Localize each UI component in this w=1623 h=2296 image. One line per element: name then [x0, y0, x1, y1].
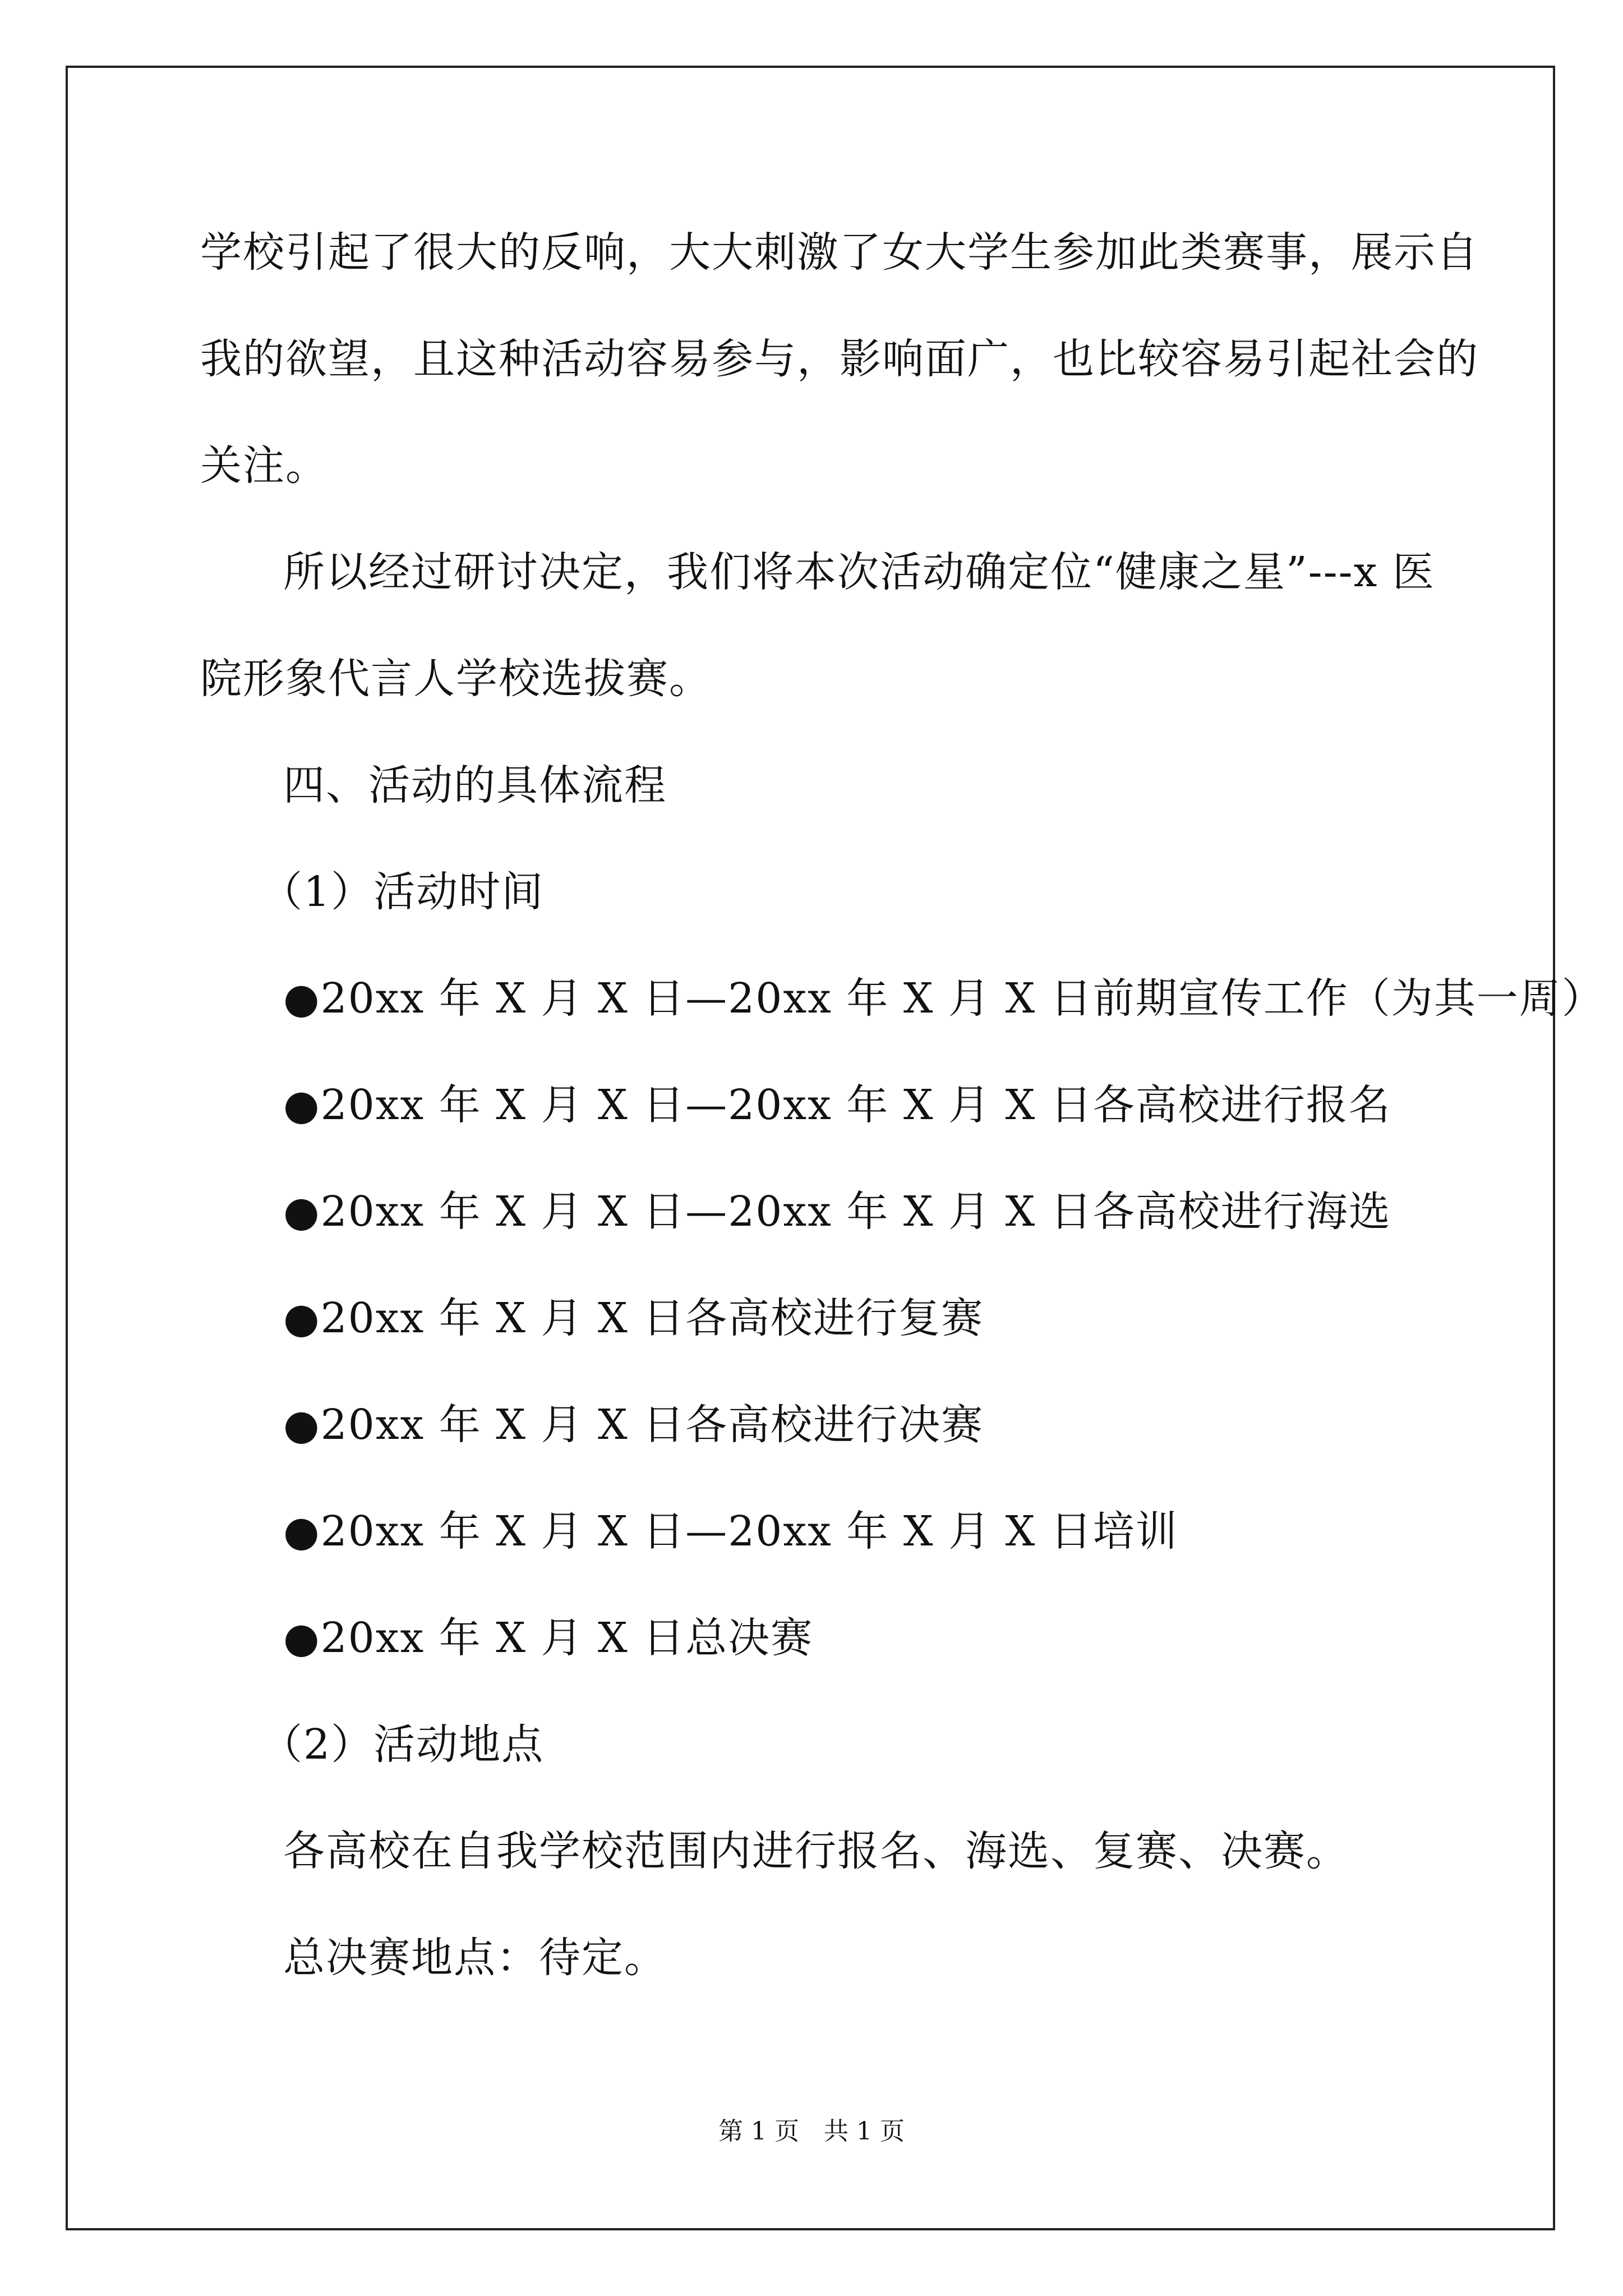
schedule-item: ●20xx 年 X 月 X 日各高校进行复赛 — [283, 1294, 984, 1342]
schedule-item: ●20xx 年 X 月 X 日—20xx 年 X 月 X 日培训 — [283, 1507, 1178, 1556]
schedule-item: ●20xx 年 X 月 X 日各高校进行决赛 — [283, 1401, 984, 1449]
intro-line-2: 我的欲望，且这种活动容易参与，影响面广，也比较容易引起社会的 — [200, 335, 1479, 383]
page-footer: 第 1 页 共 1 页 — [718, 2117, 905, 2146]
decision-line-2: 院形象代言人学校选拔赛。 — [200, 655, 712, 703]
schedule-item: ●20xx 年 X 月 X 日—20xx 年 X 月 X 日各高校进行海选 — [283, 1188, 1391, 1236]
schedule-item: ●20xx 年 X 月 X 日—20xx 年 X 月 X 日前期宣传工作（为其一周） — [283, 974, 1604, 1023]
intro-line-1: 学校引起了很大的反响，大大刺激了女大学生参加此类赛事，展示自 — [200, 228, 1479, 277]
page-border — [66, 66, 1555, 2230]
decision-line-1: 所以经过研讨决定，我们将本次活动确定位“健康之星”---x 医 — [283, 548, 1435, 596]
schedule-item: ●20xx 年 X 月 X 日—20xx 年 X 月 X 日各高校进行报名 — [283, 1081, 1391, 1129]
location-line-1: 各高校在自我学校范围内进行报名、海选、复赛、决赛。 — [283, 1827, 1349, 1875]
subsection-time-heading: （1）活动时间 — [261, 868, 545, 916]
subsection-location-heading: （2）活动地点 — [261, 1720, 545, 1769]
location-line-2: 总决赛地点：待定。 — [283, 1934, 667, 1982]
schedule-item: ●20xx 年 X 月 X 日总决赛 — [283, 1614, 814, 1662]
intro-line-3: 关注。 — [200, 441, 328, 490]
section-heading: 四、活动的具体流程 — [283, 761, 667, 809]
